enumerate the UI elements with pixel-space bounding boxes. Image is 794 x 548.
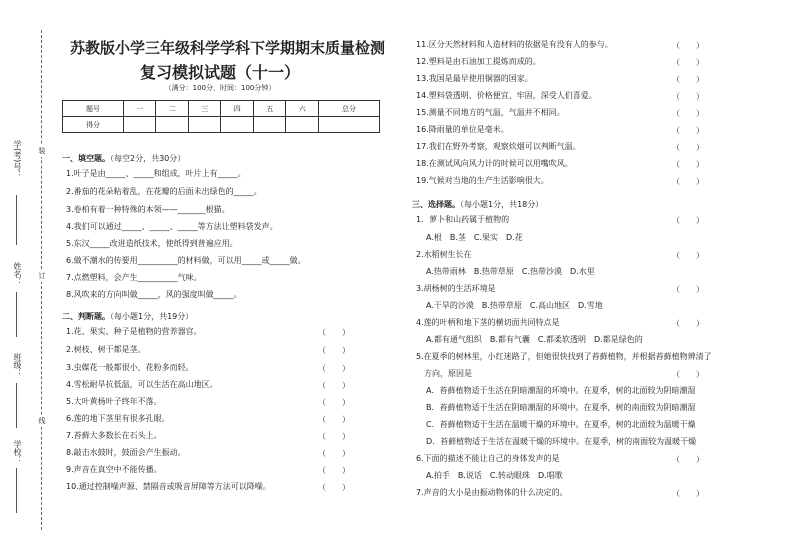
judge-question: 2.树枝、树干都是茎。 <box>66 345 146 354</box>
binding-char-xian: 线 <box>36 415 48 427</box>
section2-heading: 二、判断题。 <box>62 312 110 321</box>
judge-question: 7.苔藓大多数长在石头上。 <box>66 431 162 440</box>
answer-paren[interactable]: （ ） <box>672 177 704 186</box>
field-name: 姓名： <box>13 262 22 286</box>
field-class: 班级： <box>13 353 22 377</box>
choice-question: 6.下面的描述不能让自己的身体发声的是 <box>416 454 560 463</box>
answer-paren[interactable]: （ ） <box>672 143 704 152</box>
score-cell: 总分 <box>318 101 379 117</box>
choice-question: 2.水稻树生长在 <box>416 250 472 259</box>
answer-paren[interactable]: （ ） <box>318 483 350 492</box>
judge-question: 10.通过控制噪声源、禁隔音或吸音屏障等方法可以降噪。 <box>66 482 271 491</box>
field-student-id: 学(考)号： <box>13 140 22 179</box>
fill-question: 1.叶子是由_____、_____和组成，叶片上有_____。 <box>66 169 246 178</box>
section3-title <box>412 199 543 210</box>
judge-question: 8.敲击水鼓时，鼓面会产生振动。 <box>66 448 186 457</box>
judge-question: 4.雪松耐旱抗低温，可以生活在高山地区。 <box>66 380 218 389</box>
answer-paren[interactable]: （ ） <box>672 41 704 50</box>
answer-paren[interactable]: （ ） <box>672 370 704 379</box>
choice-option: C．苔藓植物适于生活在温暖干燥的环境中。在夏季，树的北面较为温暖干燥 <box>426 420 696 429</box>
choice-options: A.拍手 B.说话 C.转动眼珠 D.唱歌 <box>426 471 563 480</box>
answer-paren[interactable]: （ ） <box>318 415 350 424</box>
answer-paren[interactable]: （ ） <box>672 92 704 101</box>
score-cell: 题号 <box>63 101 124 117</box>
score-header-row <box>63 101 380 117</box>
judge-question: 9.声音在真空中不能传播。 <box>66 465 162 474</box>
answer-paren[interactable]: （ ） <box>672 109 704 118</box>
choice-options: A.干旱的沙漠 B.热带草原 C.高山地区 D.雪地 <box>426 301 603 310</box>
choice-question: 5.在夏季的树林里，小红迷路了，但她很快找到了苔藓植物，并根据苔藓植物辨清了 <box>416 352 712 361</box>
field-line <box>16 468 17 513</box>
section2-title <box>62 311 193 322</box>
judge-question: 19.气候对当地的生产生活影响很大。 <box>416 176 549 185</box>
answer-paren[interactable]: （ ） <box>672 319 704 328</box>
exam-subtitle: 复习模拟试题（十一） <box>139 63 300 82</box>
fill-question: 4.我们可以通过_____、_____、_____等方法让塑料袋发声。 <box>66 222 278 231</box>
answer-paren[interactable]: （ ） <box>672 126 704 135</box>
score-value-row <box>63 117 380 133</box>
answer-paren[interactable]: （ ） <box>318 432 350 441</box>
answer-paren[interactable]: （ ） <box>672 489 704 498</box>
choice-options: A.热带雨林 B.热带草原 C.热带沙漠 D.水里 <box>426 267 595 276</box>
score-input[interactable] <box>286 117 319 133</box>
score-input[interactable] <box>188 117 221 133</box>
judge-question: 11.区分天然材料和人造材料的依据是有没有人的参与。 <box>416 40 613 49</box>
section1-title <box>62 153 185 164</box>
answer-paren[interactable]: （ ） <box>318 449 350 458</box>
score-cell: 四 <box>221 101 254 117</box>
fill-question: 7.点燃塑料，会产生__________气味。 <box>66 273 202 282</box>
answer-paren[interactable]: （ ） <box>318 328 350 337</box>
choice-question: 3.胡杨树的生活环境是 <box>416 284 496 293</box>
choice-question: 4.莲的叶柄和地下茎的横切面共同特点是 <box>416 318 560 327</box>
answer-paren[interactable]: （ ） <box>318 398 350 407</box>
score-cell: 五 <box>253 101 286 117</box>
choice-option: B．苔藓植物适于生活在阴暗潮湿的环境中。在夏季，树的南面较为阴暗潮湿 <box>426 403 696 412</box>
score-cell: 一 <box>123 101 156 117</box>
fill-question: 3.卷柏有着一种特殊的本领——_______根猫。 <box>66 205 230 214</box>
judge-question: 3.虫媒花一般都很小，花粉多而轻。 <box>66 363 194 372</box>
section1-heading: 一、填空题。 <box>62 154 110 163</box>
judge-question: 18.在测试风向风力计的时候可以用嘴吹风。 <box>416 159 573 168</box>
answer-paren[interactable]: （ ） <box>672 251 704 260</box>
section2-note: （每小题1分，共19分） <box>110 312 194 321</box>
fill-question: 5.东汉_____改进造纸技术，使纸得到普遍应用。 <box>66 239 238 248</box>
fill-question: 2.番茄的花朵粘着乱，在花瓣的后面未出绿色的_____。 <box>66 187 262 196</box>
exam-title: 苏教版小学三年级科学学科下学期期末质量检测 <box>70 39 386 57</box>
fill-question: 8.风吹来的方向叫做_____，风的强度叫做_____。 <box>66 290 242 299</box>
judge-question: 17.我们在野外考察，观察炊烟可以判断气温。 <box>416 142 581 151</box>
judge-question: 13.我国是最早使用铜器的国家。 <box>416 74 533 83</box>
judge-question: 6.莲的地下茎里有很多孔眼。 <box>66 414 170 423</box>
judge-question: 5.大叶黄杨叶子终年不落。 <box>66 397 162 406</box>
judge-question: 12.塑料是由石油加工提炼而成的。 <box>416 57 541 66</box>
field-line <box>16 292 17 337</box>
section1-note: （每空2分，共30分） <box>110 154 186 163</box>
judge-question: 14.塑料袋透明、价格便宜、牢固，深受人们喜爱。 <box>416 91 597 100</box>
judge-question: 1.花、果实、种子是植物的营养器官。 <box>66 327 202 336</box>
answer-paren[interactable]: （ ） <box>318 364 350 373</box>
answer-paren[interactable]: （ ） <box>672 58 704 67</box>
answer-paren[interactable]: （ ） <box>318 381 350 390</box>
score-input[interactable] <box>156 117 189 133</box>
choice-question-cont: 方向，原因是 <box>424 369 472 378</box>
exam-info: （满分：100分，时间：100分钟） <box>164 84 276 92</box>
score-input[interactable] <box>318 117 379 133</box>
answer-paren[interactable]: （ ） <box>318 466 350 475</box>
section3-heading: 三、选择题。 <box>412 200 460 209</box>
binding-char-zhuang: 装 <box>36 145 48 157</box>
score-cell: 二 <box>156 101 189 117</box>
field-line <box>16 195 17 245</box>
score-cell: 六 <box>286 101 319 117</box>
score-input[interactable] <box>221 117 254 133</box>
answer-paren[interactable]: （ ） <box>672 75 704 84</box>
choice-options: A.根 B.茎 C.果实 D.花 <box>426 233 523 242</box>
binding-margin <box>36 30 48 530</box>
judge-question: 16.降雨量的单位是毫米。 <box>416 125 509 134</box>
choice-question: 1．萝卜和山药属于植物的 <box>416 215 510 224</box>
answer-paren[interactable]: （ ） <box>318 346 350 355</box>
choice-option: A．苔藓植物适于生活在阴暗潮湿的环境中。在夏季，树的北面较为阴暗潮湿 <box>426 386 696 395</box>
section3-note: （每小题1分，共18分） <box>460 200 544 209</box>
score-input[interactable] <box>253 117 286 133</box>
judge-question: 15.测量不同地方的气温，气温并不相同。 <box>416 108 565 117</box>
answer-paren[interactable]: （ ） <box>672 285 704 294</box>
answer-paren[interactable]: （ ） <box>672 216 704 225</box>
answer-paren[interactable]: （ ） <box>672 455 704 464</box>
choice-question: 7.声音的大小是由振动物体的什么决定的。 <box>416 488 568 497</box>
answer-paren[interactable]: （ ） <box>672 160 704 169</box>
choice-option: D．苔藓植物适于生活在温暖干燥的环境中。在夏季，树的南面较为温暖干燥 <box>426 437 697 446</box>
score-label: 得分 <box>63 117 124 133</box>
fill-question: 6.做不潮水的传要用__________的材料做，可以用_____或_____做。 <box>66 256 306 265</box>
score-table <box>62 100 380 133</box>
field-line <box>16 383 17 428</box>
field-school: 学校： <box>13 440 22 464</box>
score-cell: 三 <box>188 101 221 117</box>
score-input[interactable] <box>123 117 156 133</box>
binding-char-ding: 订 <box>36 270 48 282</box>
choice-options: A.都有通气组织 B.都有气囊 C.都柔软透明 D.都是绿色的 <box>426 335 643 344</box>
